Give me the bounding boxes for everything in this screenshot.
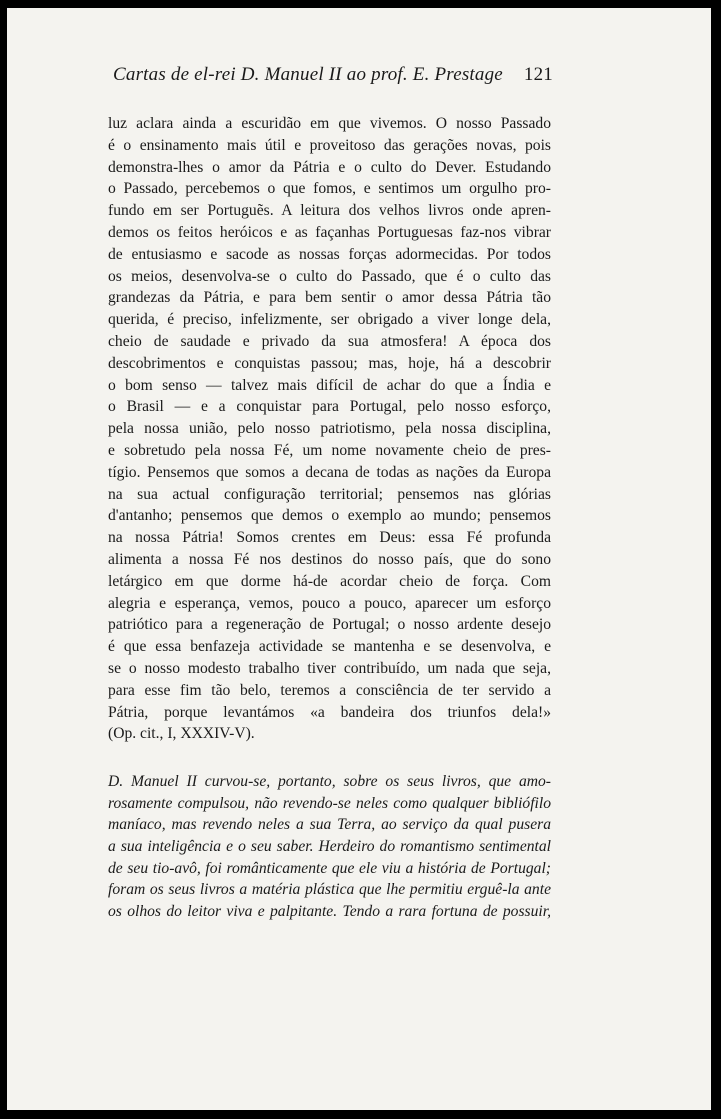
text-line: fundo em ser Portuguẽs. A leitura dos velhos livros onde apren- bbox=[108, 202, 551, 220]
italic-line: D. Manuel II curvou-se, portanto, sobre os seus livros, que amo- bbox=[108, 773, 551, 790]
text-line: é que essa benfazeja actividade se mantenha e se desenvolva, e bbox=[108, 638, 551, 656]
text-line: grandezas da Pátria, e para bem sentir o amor dessa Pátria tão bbox=[108, 289, 551, 307]
paragraph-italic bbox=[108, 771, 551, 923]
text-line: letárgico em que dorme há-de acordar cheio de força. Com bbox=[108, 572, 551, 590]
text-line: é o ensinamento mais útil e proveitoso das gerações novas, pois bbox=[108, 136, 551, 154]
page-number: 121 bbox=[523, 64, 553, 85]
text-line: para esse fim tão belo, teremos a consciência de ter servido a bbox=[108, 681, 551, 699]
text-line: o bom senso — talvez mais difícil de achar do que a Índia e bbox=[108, 376, 551, 394]
italic-line: foram os seus livros a matéria plástica que lhe permitiu erguê-la ante bbox=[108, 881, 551, 899]
text-line: alegria e esperança, vemos, pouco a pouco, aparecer um esforço bbox=[108, 594, 551, 612]
italic-line: de seu tio-avô, foi românticamente que ele viu a história de Portugal; bbox=[108, 859, 551, 877]
text-line: patriótico para a regeneração de Portugal; o nosso ardente desejo bbox=[108, 616, 551, 634]
text-line: o Passado, percebemos o que fomos, e sentimos um orgulho pro- bbox=[108, 180, 551, 198]
page-header bbox=[113, 64, 553, 86]
text-line: Pátria, porque levantámos «a bandeira dos triunfos dela!» bbox=[108, 703, 551, 721]
paragraph-body bbox=[108, 113, 551, 745]
text-line: d'antanho; pensemos que demos o exemplo ao mundo; pensemos bbox=[108, 507, 551, 525]
citation-line: (Op. cit., I, XXXIV-V). bbox=[108, 725, 255, 743]
text-line: pela nossa união, pelo nosso patriotismo, pela nossa disciplina, bbox=[108, 420, 551, 438]
text-line: e sobretudo pela nossa Fé, um nome novamente cheio de pres- bbox=[108, 441, 551, 459]
text-line: tígio. Pensemos que somos a decana de todas as nações da Europa bbox=[108, 463, 551, 481]
italic-line: maníaco, mas revendo neles a sua Terra, ao serviço da qual pusera bbox=[108, 816, 551, 834]
text-line: na nossa Pátria! Somos crentes em Deus: essa Fé profunda bbox=[108, 529, 551, 547]
italic-line: rosamente compulsou, não revendo-se neles como qualquer bibliófilo bbox=[108, 794, 551, 812]
italic-line: a sua inteligência e o seu saber. Herdeiro do romantismo sentimental bbox=[108, 838, 551, 856]
text-line: de entusiasmo e sacode as nossas forças adormecidas. Por todos bbox=[108, 245, 551, 263]
text-line: se o nosso modesto trabalho tiver contribuído, um nada que seja, bbox=[108, 659, 551, 677]
text-line: na sua actual configuração territorial; pensemos nas glórias bbox=[108, 485, 551, 503]
text-line: demos os feitos heróicos e as façanhas Portuguesas faz-nos vibrar bbox=[108, 223, 551, 241]
text-line: descobrimentos e conquistas passou; mas, hoje, há a descobrir bbox=[108, 354, 551, 372]
running-title: Cartas de el-rei D. Manuel II ao prof. E. Prestage bbox=[113, 64, 503, 85]
italic-line: os olhos do leitor viva e palpitante. Tendo a rara fortuna de possuir, bbox=[108, 903, 551, 921]
text-line: demonstra-lhes o amor da Pátria e o culto do Dever. Estudando bbox=[108, 158, 551, 176]
text-line: luz aclara ainda a escuridão em que vivemos. O nosso Passado bbox=[108, 115, 551, 132]
text-line: cheio de saudade e privado da sua atmosfera! A época dos bbox=[108, 332, 551, 350]
text-line: querida, é preciso, infelizmente, ser obrigado a viver longe dela, bbox=[108, 311, 551, 329]
text-line: o Brasil — e a conquistar para Portugal, pelo nosso esforço, bbox=[108, 398, 551, 416]
text-line: alimenta a nossa Fé nos destinos do nosso país, que do sono bbox=[108, 550, 551, 568]
text-line: os meios, desenvolva-se o culto do Passado, que é o culto das bbox=[108, 267, 551, 285]
